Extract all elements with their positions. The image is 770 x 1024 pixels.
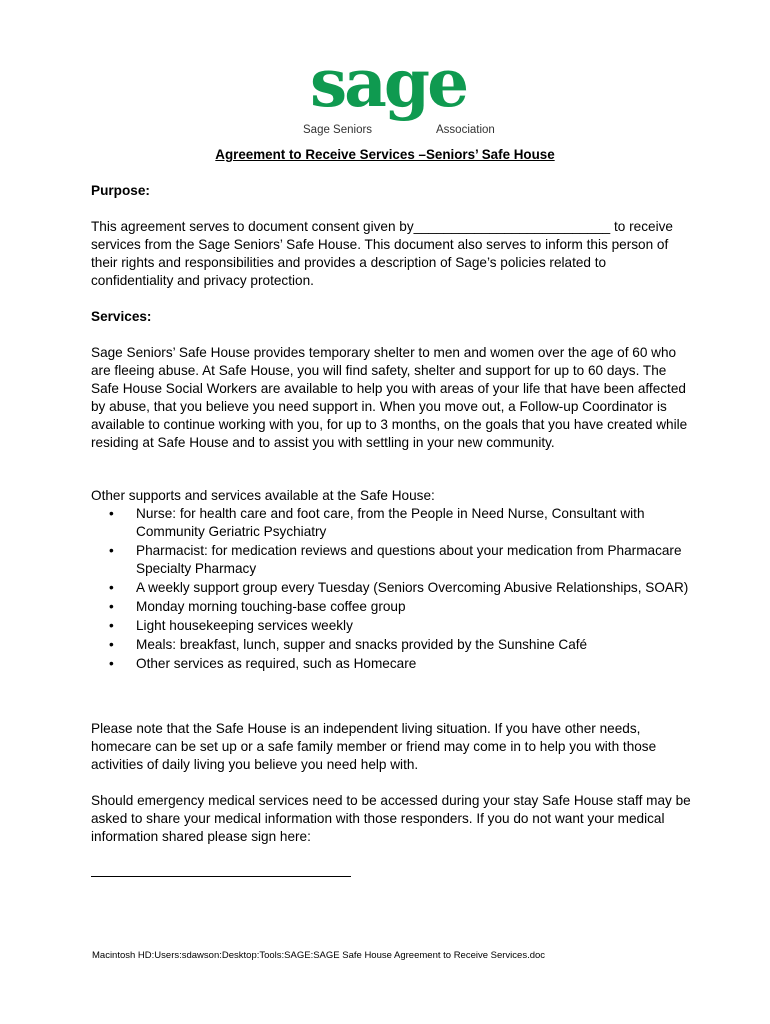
services-paragraph: Sage Seniors’ Safe House provides temporary shelter to men and women over the age of 60 who are fleeing abuse. At Safe House, you will find safety, shelter and support for up to 60 days. The Safe House Social Workers are available to help you with areas of your life that have been affected by abuse, that you believe you need support in. When you move out, a Follow-up Coordinator is available to continue working with you, for up to 3 months, on the goals that you have created while residing at Safe House and to assist you with settling in your new community. <box>91 345 688 450</box>
list-item <box>91 542 691 578</box>
independent-living-note: Please note that the Safe House is an independent living situation. If you have other needs, homecare can be set up or a safe family member or friend may come in to help you with those activities of daily living you believe you need help with. <box>91 721 657 772</box>
bullet-icon: • <box>109 599 114 614</box>
bullet-icon: • <box>109 506 114 521</box>
footer-file-path: Macintosh HD:Users:sdawson:Desktop:Tools:SAGE:SAGE Safe House Agreement to Receive Services.doc <box>92 950 546 961</box>
bullet-icon: • <box>109 656 114 671</box>
other-supports-intro: Other supports and services available at the Safe House: <box>91 488 435 503</box>
list-item <box>91 655 691 673</box>
consent-name-blank[interactable]: __________________________ <box>413 219 611 234</box>
list-item <box>91 617 691 635</box>
list-item-text: Nurse: for health care and foot care, from the People in Need Nurse, Consultant with Community Geriatric Psychiatry <box>136 506 645 539</box>
purpose-paragraph <box>91 218 691 290</box>
purpose-text-rest: to receive services from the Sage Seniors’ Safe House. This document also serves to inform this person of their rights and responsibilities and provides a description of Sage’s policies related to confidentiality and privacy protection. <box>91 219 673 288</box>
list-item-text: Pharmacist: for medication reviews and questions about your medication from Pharmacare Specialty Pharmacy <box>136 543 682 576</box>
bullet-icon: • <box>109 543 114 558</box>
list-item-text: Light housekeeping services weekly <box>136 618 353 633</box>
list-item <box>91 579 691 597</box>
list-item <box>91 598 691 616</box>
signature-line[interactable] <box>91 876 351 877</box>
list-item-text: Meals: breakfast, lunch, supper and snacks provided by the Sunshine Café <box>136 637 588 652</box>
emergency-services-note: Should emergency medical services need to be accessed during your stay Safe House staff may be asked to share your medical information with those responders. If you do not want your medical information shared please sign here: <box>91 793 691 844</box>
purpose-heading: Purpose: <box>91 183 150 198</box>
list-item <box>91 505 691 541</box>
sage-logo <box>298 54 508 144</box>
list-item <box>91 636 691 654</box>
list-item-text: Monday morning touching-base coffee group <box>136 599 406 614</box>
logo-wordmark: sage <box>310 54 467 122</box>
services-list <box>91 505 691 674</box>
purpose-text-start: This agreement serves to document consent given by <box>91 219 414 234</box>
sage-logo-graphic <box>298 54 508 144</box>
services-heading: Services: <box>91 309 152 324</box>
list-item-text: Other services as required, such as Homecare <box>136 656 417 671</box>
logo-tagline-left: Sage Seniors <box>303 124 373 136</box>
bullet-icon: • <box>109 637 114 652</box>
bullet-icon: • <box>109 580 114 595</box>
logo-tagline-right: Association <box>436 124 495 136</box>
document-title: Agreement to Receive Services –Seniors’ Safe House <box>215 147 555 162</box>
bullet-icon: • <box>109 618 114 633</box>
list-item-text: A weekly support group every Tuesday (Seniors Overcoming Abusive Relationships, SOAR) <box>136 580 689 595</box>
